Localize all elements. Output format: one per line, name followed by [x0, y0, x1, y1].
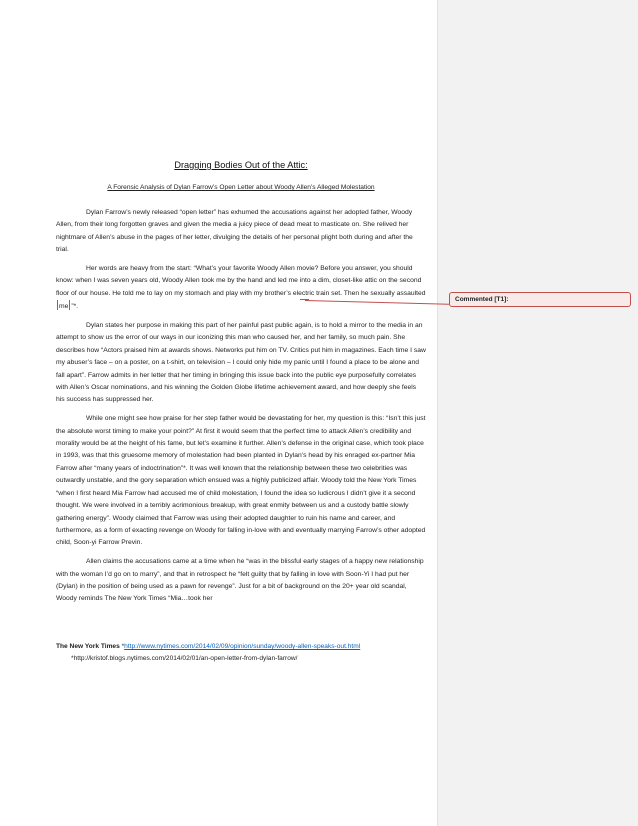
comment-range-start-marker	[57, 300, 58, 310]
footnote-1-marker: *	[119, 643, 125, 650]
comment-label: Commented [T1]:	[455, 296, 509, 303]
comment-balloon[interactable]	[449, 292, 631, 307]
paragraph-5: Allen claims the accusations came at a time when he “was in the blissful early stages of a happy new relationship with the woman I’d go on to marry”, and that in retrospect he “felt guilty that by falling in love with Soon-Yi I had put her (Dylan) in the position of being used as a pawn for revenge”. Just for a bit of background on the 20+ year old scandal, Woody reminds The New York Times “Mia…took her	[56, 558, 424, 603]
document-body	[56, 207, 426, 612]
paragraph-4: While one might see how praise for her step father would be devastating for her, my question is this: “Isn’t this just the absolute worst timing to make your point?” At first it would seem that the perfect time to attack Allen’s credibility and morality would be at the height of his fame, but let’s examine it further. Allen’s defense in the original case, which took place in 1993, was that this gruesome memory of molestation had been planted in Dylan’s head by his enraged ex-partner Mia Farrow after “many years of indoctrination”*. It was well known that the relationship between these two celebrities was outwardly unstable, and the gory separation which ensued was a highly publicized affair. Woody told the New York Times “when I first heard Mia Farrow had accused me of child molestation, I found the idea so ludicrous I didn’t give it a second thought. We were involved in a terribly acrimonious breakup, with great enmity between us and a custody battle slowly gathering energy”. Woody claimed that Farrow was using their adopted daughter to ruin his name and career, and furthermore, as a form of exacting revenge on Woody for falling in-love with and eventually marrying Farrow’s other adopted child, Soon-yi Farrow Previn.	[56, 415, 426, 547]
footnote-1-source: The New York Times	[56, 643, 120, 650]
footnote-1	[56, 641, 436, 653]
paragraph-1: Dylan Farrow’s newly released “open letter” has exhumed the accusations against her adopted father, Woody Allen, from their long forgotten graves and given the media a juicy piece of dead meat to masticate on. She relived her nightmare of Allen’s abuse in the pages of her letter, divulging the details of her personal plight both during and after the trial.	[56, 209, 413, 254]
paragraph-2-tail: ”*.	[71, 303, 79, 311]
footnote-1-link[interactable]: http://www.nytimes.com/2014/02/09/opinion/sunday/woody-allen-speaks-out.html	[124, 643, 361, 650]
document-subtitle: A Forensic Analysis of Dylan Farrow’s Open Letter about Woody Allen’s Alleged Molestation	[107, 184, 375, 191]
document-title: Dragging Bodies Out of the Attic:	[174, 160, 308, 170]
footnotes	[56, 641, 436, 664]
paragraph-2-text: Her words are heavy from the start: “What’s your favorite Woody Allen movie? Before you answer, you should know: when I was seven years old, Woody Allen took me by the hand and led me into a dim, closet-like attic on the second floor of our house. He told me to lay on my stomach and play with my brother’s electric train set. Then he sexually assaulted	[56, 265, 426, 297]
paragraph-2	[56, 263, 426, 314]
comment-markup-pane	[437, 0, 638, 826]
footnote-2: *http://kristof.blogs.nytimes.com/2014/02/01/an-open-letter-from-dylan-farrow/	[71, 654, 298, 662]
paragraph-3: Dylan states her purpose in making this part of her painful past public again, is to hold a mirror to the media in an attempt to show us the error of our ways in our iconizing this man who caused her, and her family, so much pain. She describes how “Actors praised him at awards shows. Networks put him on TV. Critics put him in magazines. Each time I saw my abuser’s face – on a poster, on a t-shirt, on television – I could only hide my panic until I found a place to be alone and fall apart”. Farrow admits in her letter that her timing in bringing this issue back into the public eye purposefully correlates with Allen’s Oscar nominations, and his winning the Golden Globe lifetime achievement award, and how deeply she feels his success has suppressed her.	[56, 322, 426, 404]
commented-word[interactable]: me	[59, 303, 69, 311]
